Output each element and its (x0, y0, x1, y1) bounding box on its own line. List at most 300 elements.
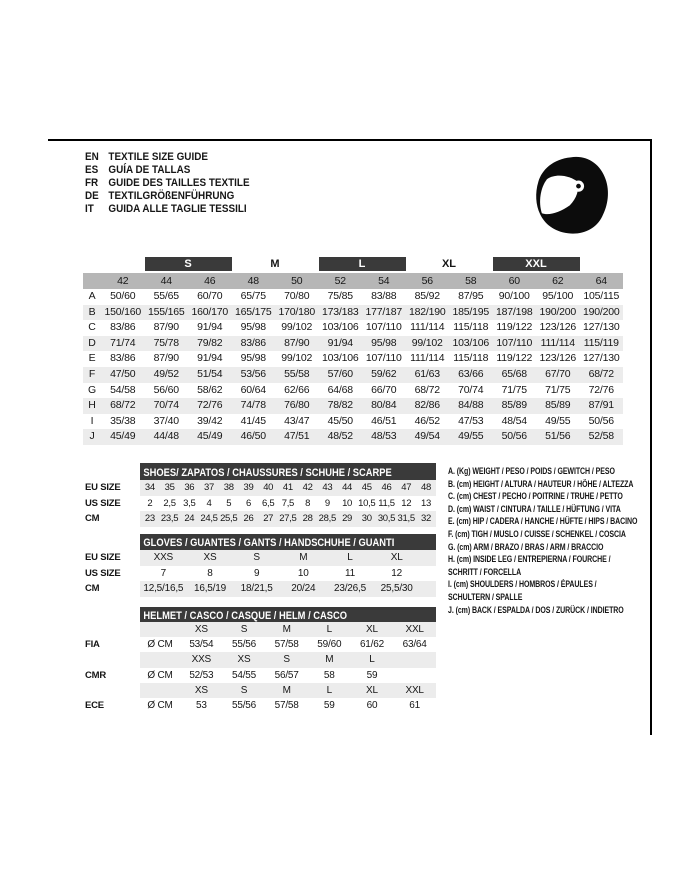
language-row-es (85, 164, 250, 177)
shoe-cm-value: 27,5 (278, 511, 298, 527)
measurement-value: 95/98 (362, 336, 406, 352)
measurement-value: 165/175 (232, 305, 276, 321)
language-code: ES (85, 164, 99, 176)
measurement-value: 87/90 (275, 336, 319, 352)
row-letter: I (90, 414, 94, 427)
measurement-value: 83/86 (110, 352, 136, 365)
measurement-value: 60/70 (197, 290, 223, 302)
numeric-size: 50 (275, 273, 319, 289)
measurement-row-i (83, 414, 623, 430)
helmet-value: 58 (323, 669, 335, 681)
helmet-icon (527, 146, 623, 247)
measurement-value: 66/70 (371, 383, 397, 396)
shoe-cm-value: 27 (258, 511, 278, 527)
measurement-value: 123/126 (539, 352, 577, 365)
measurement-value: 85/89 (536, 398, 580, 414)
measurement-value: 55/58 (275, 367, 319, 383)
shoe-eu-value: 48 (416, 480, 436, 496)
shoes-row-labels (85, 480, 139, 527)
language-row-de (85, 190, 250, 203)
language-row-it (85, 203, 250, 216)
helmet-size-row-cmr (140, 652, 436, 667)
legend-line (448, 514, 691, 527)
page-frame-right-rule (650, 139, 652, 735)
measurement-row-j (83, 429, 623, 445)
shoe-cm-value: 23 (140, 511, 160, 527)
helmet-value: 59/60 (317, 639, 342, 651)
row-letter: D (83, 336, 101, 352)
helmet-value: 60 (366, 700, 378, 712)
measurement-value: 74/78 (232, 398, 276, 414)
shoe-cm-value: 24,5 (199, 511, 219, 527)
numeric-size: 46 (188, 273, 232, 289)
language-title: GUÍA DE TALLAS (108, 164, 191, 176)
shoe-cm-value: 23,5 (160, 511, 180, 527)
measurement-value: 46/50 (232, 429, 276, 445)
shoe-eu-value: 40 (258, 480, 278, 496)
helmet-value: 53 (195, 700, 207, 712)
numeric-size: 60 (493, 273, 537, 289)
glove-eu-row (140, 550, 436, 566)
helmet-size-row-fia (140, 622, 436, 637)
measurement-row-c (83, 320, 623, 336)
measurement-value: 60/64 (240, 383, 266, 396)
measurement-value: 84/88 (449, 398, 493, 414)
measurement-value: 91/94 (197, 352, 223, 365)
measurement-value: 44/48 (145, 429, 189, 445)
numeric-size: 48 (232, 273, 276, 289)
glove-us-value: 10 (297, 567, 309, 579)
shoe-eu-row (140, 480, 436, 496)
shoe-cm-value: 28 (298, 511, 318, 527)
helmet-value: 53/54 (189, 639, 214, 651)
measurement-value: 63/66 (449, 367, 493, 383)
measurement-value: 160/170 (188, 305, 232, 321)
measurement-value: 76/80 (275, 398, 319, 414)
glove-us-value: 9 (253, 567, 260, 579)
diameter-unit: Ø CM (147, 700, 173, 712)
glove-eu-value: XXS (140, 550, 187, 566)
measurement-value: 127/130 (582, 352, 620, 365)
numeric-size: 64 (580, 273, 624, 289)
measurement-value: 111/114 (536, 336, 580, 352)
diameter-unit: Ø CM (147, 669, 173, 681)
measurement-value: 177/187 (362, 305, 406, 321)
measurement-value: 107/110 (493, 336, 537, 352)
measurement-value: 62/66 (284, 383, 310, 396)
legend-line (448, 552, 691, 565)
measurement-row-d (83, 336, 623, 352)
shoe-cm-value: 30,5 (377, 511, 397, 527)
measurement-value: 50/56 (493, 429, 537, 445)
measurement-value: 45/49 (188, 429, 232, 445)
measurement-row-h (83, 398, 623, 414)
shoe-eu-value: 47 (396, 480, 416, 496)
measurement-value: 82/86 (406, 398, 450, 414)
helmet-size: M (265, 622, 308, 637)
measurement-value: 190/200 (536, 305, 580, 321)
measurement-value: 190/200 (580, 305, 624, 321)
shoe-eu-value: 42 (298, 480, 318, 496)
glove-cm-value: 23/26,5 (327, 581, 374, 597)
row-letter: C (88, 321, 96, 334)
numeric-size: 52 (319, 273, 363, 289)
legend-line (448, 540, 691, 553)
glove-cm-row (140, 581, 436, 597)
helmet-value: 57/58 (274, 639, 299, 651)
shoe-us-value: 4 (206, 497, 212, 509)
measurement-value: 54/58 (110, 383, 136, 396)
measurement-value: 57/60 (319, 367, 363, 383)
helmet-size: L (351, 652, 394, 667)
shoe-eu-value: 37 (199, 480, 219, 496)
measurement-value: 46/51 (371, 414, 397, 427)
measurement-value: 45/49 (101, 429, 145, 445)
glove-us-value: 11 (344, 567, 355, 579)
measurement-value: 83/86 (232, 336, 276, 352)
measurement-value: 61/63 (406, 367, 450, 383)
shoe-us-value: 7,5 (281, 497, 295, 509)
helmet-size: L (308, 622, 351, 637)
measurement-value: 155/165 (145, 305, 189, 321)
row-label-eu-size: EU SIZE (85, 552, 121, 563)
measurement-value: 49/55 (449, 429, 493, 445)
legend-text: SCHRITT / FORCELLA (448, 566, 522, 577)
helmet-value-row-ece (140, 698, 436, 713)
measurement-value: 182/190 (406, 305, 450, 321)
measurement-value: 46/52 (414, 414, 440, 427)
legend-text: H. (cm) INSIDE LEG / ENTREPIERNA / FOURCHE / (448, 554, 611, 565)
helmet-value: 57/58 (274, 700, 299, 712)
measurement-value: 85/89 (493, 398, 537, 414)
shoe-us-value: 9 (324, 497, 330, 509)
helmet-section-bar (140, 607, 436, 622)
measurement-value: 50/60 (110, 290, 136, 302)
shoe-eu-value: 41 (278, 480, 298, 496)
row-label-us-size: US SIZE (85, 497, 121, 509)
measurement-value: 71/75 (501, 383, 527, 396)
shoe-cm-value: 25,5 (219, 511, 239, 527)
size-group-spacer (83, 257, 145, 272)
measurement-row-f (83, 367, 623, 383)
shoes-size-table (140, 480, 436, 527)
legend-line (448, 464, 691, 477)
measurement-value: 47/53 (458, 414, 484, 427)
measurement-value: 83/88 (371, 290, 397, 302)
glove-eu-value: XL (373, 550, 420, 566)
measurement-value: 41/45 (240, 414, 266, 427)
measurement-value: 119/122 (496, 321, 533, 334)
measurement-value: 90/100 (498, 290, 530, 302)
measurement-value: 70/74 (145, 398, 189, 414)
helmet-size: S (223, 622, 266, 637)
shoe-cm-value: 26 (239, 511, 259, 527)
measurement-value: 99/102 (281, 352, 313, 365)
measurement-value: 37/40 (153, 414, 179, 427)
glove-us-value: 8 (207, 567, 213, 579)
measurement-value: 70/74 (458, 383, 484, 396)
shoe-eu-value: 46 (377, 480, 397, 496)
helmet-size (393, 652, 436, 667)
measurement-value: 68/72 (580, 367, 624, 383)
row-letter: E (88, 352, 96, 365)
measurement-value: 185/195 (449, 305, 493, 321)
helmet-size: XS (180, 683, 223, 698)
glove-eu-value: L (327, 550, 374, 566)
shoe-us-row (140, 496, 436, 512)
helmet-value: 59 (323, 700, 335, 712)
numeric-size: 58 (449, 273, 493, 289)
measurement-value: 91/94 (197, 321, 223, 334)
measurement-value: 35/38 (110, 414, 136, 427)
gloves-size-table (140, 550, 436, 597)
row-label-blank (85, 683, 139, 698)
row-label-ece: ECE (85, 699, 104, 711)
measurement-value: 56/60 (153, 383, 179, 396)
measurement-value: 95/98 (240, 321, 266, 334)
measurement-value: 48/53 (362, 429, 406, 445)
measurement-value: 47/51 (275, 429, 319, 445)
glove-cm-value: 25,5/30 (373, 581, 420, 597)
helmet-size: XXL (393, 683, 436, 698)
size-group-m: M (270, 258, 280, 270)
measurement-row-g (83, 383, 623, 399)
language-code: DE (85, 190, 99, 202)
measurement-value: 75/85 (327, 290, 353, 302)
measurement-value: 95/100 (542, 290, 574, 302)
measurement-value: 87/95 (458, 290, 484, 302)
measurement-value: 107/110 (365, 352, 402, 365)
legend-line (448, 577, 691, 590)
measurement-value: 85/92 (414, 290, 440, 302)
measurement-value: 39/42 (197, 414, 223, 427)
shoe-us-value: 3,5 (183, 497, 196, 509)
helmet-section-title: HELMET / CASCO / CASQUE / HELM / CASCO (143, 610, 348, 622)
measurement-value: 48/54 (501, 414, 527, 427)
legend-text: F. (cm) TIGH / MUSLO / CUISSE / SCHENKEL / COSCIA (448, 528, 626, 539)
shoe-us-value: 5 (226, 497, 232, 509)
measurement-value: 115/118 (453, 321, 489, 334)
measurement-value: 123/126 (539, 321, 577, 334)
row-label-blank (85, 652, 139, 667)
helmet-value: 55/56 (231, 639, 256, 651)
measurement-row-e (83, 351, 623, 367)
helmet-size: XXS (180, 652, 223, 667)
measurement-value: 43/47 (284, 414, 310, 427)
row-letter: H (83, 398, 101, 414)
measurement-value: 65/75 (240, 290, 266, 302)
glove-cm-value: 12,5/16,5 (140, 581, 187, 597)
measurement-legend (448, 464, 691, 615)
measurement-value: 72/76 (588, 383, 614, 396)
measurement-value: 170/180 (275, 305, 319, 321)
helmet-value: 63/64 (402, 639, 427, 651)
legend-line (448, 603, 691, 616)
diameter-unit: Ø CM (147, 639, 173, 651)
measurement-value: 99/102 (406, 336, 450, 352)
size-group-xxl: XXL (493, 257, 580, 271)
numeric-size: 54 (362, 273, 406, 289)
row-label-us-size: US SIZE (85, 567, 121, 579)
measurement-value: 71/74 (101, 336, 145, 352)
legend-line (448, 527, 691, 540)
measurement-value: 53/56 (232, 367, 276, 383)
measurement-value: 70/80 (284, 290, 310, 302)
glove-cm-value: 18/21,5 (233, 581, 280, 597)
legend-text: J. (cm) BACK / ESPALDA / DOS / ZURÜCK / INDIETRO (448, 604, 624, 615)
shoe-us-value: 12 (401, 497, 412, 509)
helmet-value: 55/56 (231, 700, 256, 712)
shoe-us-value: 6,5 (262, 497, 275, 509)
language-title: TEXTILGRÖßENFÜHRUNG (108, 190, 235, 202)
row-letter: F (83, 367, 101, 383)
size-group-end-spacer (580, 257, 624, 272)
helmet-size-row-ece (140, 683, 436, 698)
shoe-cm-value: 29 (337, 511, 357, 527)
gloves-section-title: GLOVES / GUANTES / GANTS / HANDSCHUHE / GUANTI (143, 537, 395, 549)
row-label-eu-size: EU SIZE (85, 482, 121, 493)
glove-end-spacer (420, 550, 436, 566)
glove-us-value: 12 (391, 567, 402, 579)
helmet-size-table (140, 622, 436, 713)
measurement-value: 150/160 (101, 305, 145, 321)
numeric-size: 42 (101, 273, 145, 289)
row-label-fia: FIA (85, 639, 100, 651)
shoe-eu-value: 44 (337, 480, 357, 496)
helmet-size: M (265, 683, 308, 698)
measurement-value: 68/72 (101, 398, 145, 414)
measurement-value: 103/106 (321, 321, 359, 334)
shoes-section-title: SHOES/ ZAPATOS / CHAUSSURES / SCHUHE / SCARPE (143, 467, 392, 479)
legend-line (448, 477, 691, 490)
measurement-value: 49/55 (545, 414, 571, 427)
measurement-value: 105/115 (583, 290, 620, 302)
shoe-us-value: 6 (245, 497, 251, 509)
glove-us-value: 7 (160, 567, 167, 579)
shoe-eu-value: 35 (160, 480, 180, 496)
measurement-value: 67/70 (536, 367, 580, 383)
shoe-us-value: 2,5 (163, 497, 176, 509)
language-row-en (85, 151, 250, 164)
row-letter: G (88, 383, 96, 396)
glove-end-spacer (420, 581, 436, 597)
measurement-value: 45/50 (327, 414, 353, 427)
gloves-row-labels (85, 550, 139, 597)
measurement-value: 51/54 (188, 367, 232, 383)
measurement-value: 51/56 (536, 429, 580, 445)
measurement-value: 173/183 (319, 305, 363, 321)
row-label-cm: CM (85, 583, 100, 595)
measurement-value: 49/54 (406, 429, 450, 445)
measurement-value: 119/122 (496, 352, 533, 365)
row-letter: A (88, 290, 96, 302)
measurement-value: 49/52 (145, 367, 189, 383)
row-letter: B (83, 305, 101, 321)
measurement-value: 87/90 (153, 352, 179, 365)
language-title: GUIDE DES TAILLES TEXTILE (108, 177, 250, 189)
measurement-value: 68/72 (414, 383, 440, 396)
measurement-value: 103/106 (449, 336, 493, 352)
size-group-s: S (145, 257, 232, 271)
measurement-value: 79/82 (188, 336, 232, 352)
helmet-value: 61/62 (359, 639, 384, 651)
helmet-row-labels (85, 622, 139, 713)
measurement-value: 83/86 (110, 321, 136, 334)
helmet-size: L (308, 683, 351, 698)
shoe-cm-value: 31,5 (396, 511, 416, 527)
row-label-cm: CM (85, 513, 100, 525)
measurement-value: 64/68 (327, 383, 353, 396)
shoe-eu-value: 43 (317, 480, 337, 496)
shoe-cm-value: 32 (416, 511, 436, 527)
helmet-value: 52/53 (189, 669, 214, 681)
helmet-value-row-cmr (140, 668, 436, 683)
helmet-size: M (308, 652, 351, 667)
measurement-value: 95/98 (240, 352, 266, 365)
language-row-fr (85, 177, 250, 190)
glove-end-spacer (420, 566, 436, 582)
shoe-eu-value: 34 (140, 480, 160, 496)
glove-cm-value: 16,5/19 (187, 581, 234, 597)
helmet-size: S (223, 683, 266, 698)
numeric-size: 62 (536, 273, 580, 289)
language-title: GUIDA ALLE TAGLIE TESSILI (108, 203, 247, 215)
measurement-value: 75/78 (145, 336, 189, 352)
measurement-value: 91/94 (319, 336, 363, 352)
shoe-us-value: 8 (305, 497, 311, 509)
measurement-value: 55/65 (153, 290, 179, 302)
size-group-l: L (319, 257, 406, 271)
shoe-eu-value: 45 (357, 480, 377, 496)
helmet-size: XS (180, 622, 223, 637)
helmet-value: 54/55 (231, 669, 256, 681)
size-group-xl: XL (441, 258, 457, 270)
legend-text: C. (cm) CHEST / PECHO / POITRINE / TRUHE / PETTO (448, 491, 623, 502)
helmet-value: 56/57 (274, 669, 299, 681)
shoe-us-value: 10 (342, 497, 353, 509)
legend-text: D. (cm) WAIST / CINTURA / TAILLE / HÜFTUNG / VITA (448, 503, 621, 514)
page-frame-top-rule (48, 139, 652, 141)
shoes-section-bar (140, 463, 436, 480)
legend-text: A. (Kg) WEIGHT / PESO / POIDS / GEWITCH / PESO (448, 466, 615, 476)
shoe-eu-value: 36 (179, 480, 199, 496)
measurement-value: 115/118 (453, 352, 489, 365)
textile-measurement-table (83, 273, 623, 445)
language-title-list (85, 151, 268, 216)
measurement-value: 107/110 (365, 321, 402, 334)
helmet-size: XL (351, 683, 394, 698)
glove-eu-value: S (233, 550, 280, 566)
language-code: IT (85, 203, 94, 215)
measurement-value: 99/102 (281, 321, 313, 334)
shoe-us-value: 13 (421, 497, 432, 509)
language-code: EN (85, 151, 99, 163)
legend-line (448, 489, 691, 502)
shoe-us-value: 10,5 (358, 497, 376, 509)
measurement-value: 87/90 (153, 321, 179, 334)
legend-text: G. (cm) ARM / BRAZO / BRAS / ARM / BRACCIO (448, 541, 604, 552)
measurement-value: 47/50 (101, 367, 145, 383)
row-label-blank (85, 622, 139, 637)
shoe-cm-row (140, 511, 436, 527)
gloves-section-bar (140, 534, 436, 550)
helmet-size-spacer (140, 683, 180, 698)
legend-text: I. (cm) SHOULDERS / HOMBROS / ÉPAULES / (448, 579, 597, 590)
legend-line (448, 565, 691, 578)
measurement-value: 65/68 (493, 367, 537, 383)
measurement-value: 52/58 (580, 429, 624, 445)
legend-line (448, 590, 691, 603)
